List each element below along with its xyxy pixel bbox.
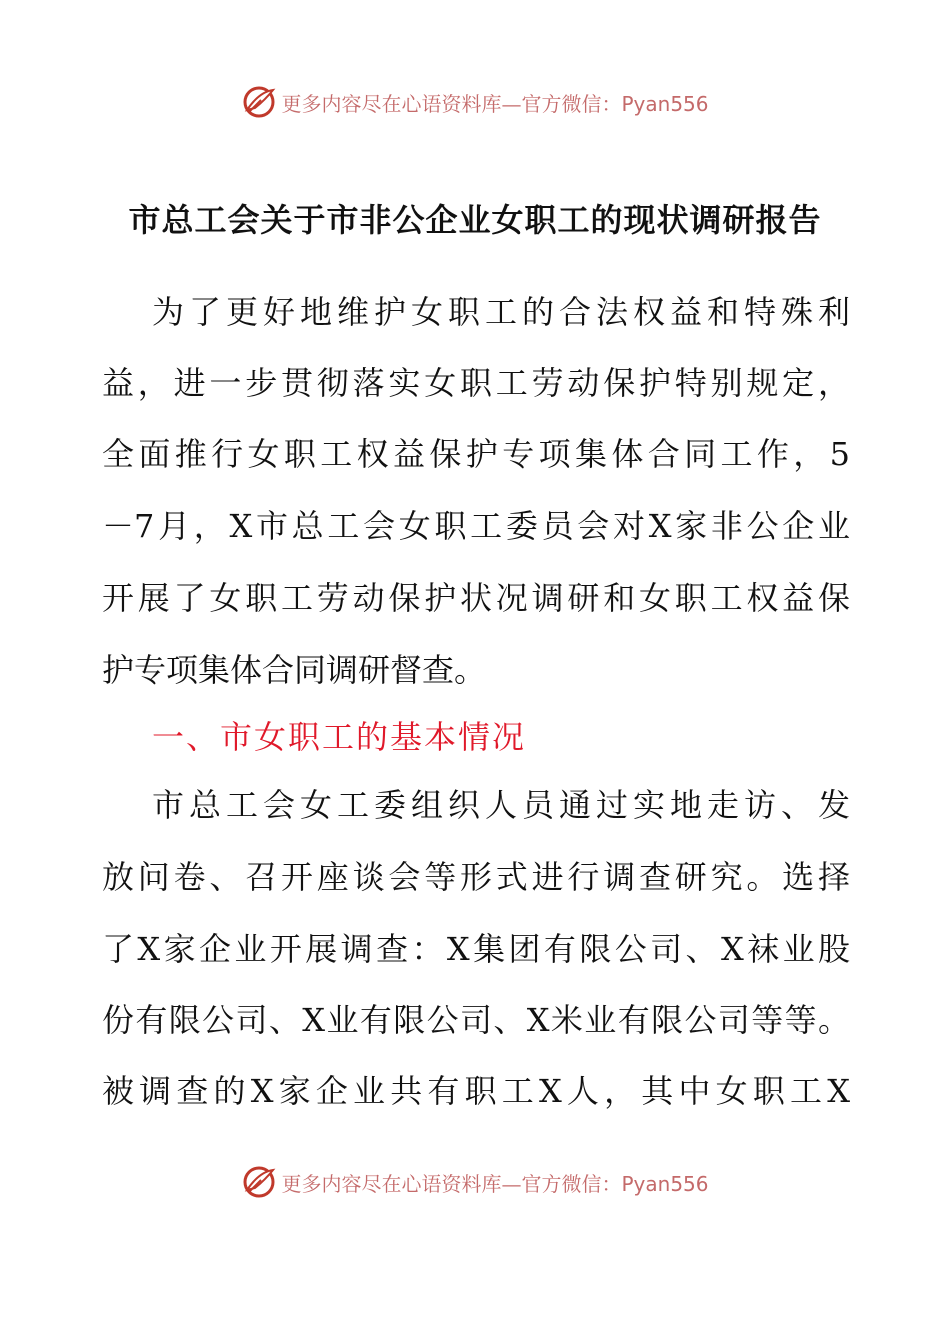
- banner-text: 更多内容尽在心语资料库—官方微信：Pyan556: [281, 1171, 709, 1196]
- paragraph-line: 益，进一步贯彻落实女职工劳动保护特别规定，: [102, 364, 850, 402]
- paragraph-line: 护专项集体合同调研督查。: [102, 651, 487, 689]
- paragraph-line: 全面推行女职工权益保护专项集体合同工作，5: [102, 435, 850, 473]
- quill-logo-icon: [241, 84, 277, 120]
- paragraph-line: 市总工会女工委组织人员通过实地走访、发: [152, 786, 850, 824]
- document-title: 市总工会关于市非公企业女职工的现状调研报告: [128, 201, 822, 239]
- quill-logo-icon: [241, 1164, 277, 1200]
- paragraph-line: 了X家企业开展调查：X集团有限公司、X袜业股: [102, 930, 850, 968]
- paragraph-line: 被调查的X家企业共有职工X人，其中女职工X: [102, 1072, 850, 1110]
- paragraph-line: 放问卷、召开座谈会等形式进行调查研究。选择: [102, 858, 850, 896]
- section-heading: 一、市女职工的基本情况: [152, 718, 527, 756]
- paragraph-line: 开展了女职工劳动保护状况调研和女职工权益保: [102, 579, 850, 617]
- paragraph-line: －7月，X市总工会女职工委员会对X家非公企业: [102, 507, 850, 545]
- header-banner: [0, 82, 950, 122]
- banner-text: 更多内容尽在心语资料库—官方微信：Pyan556: [281, 91, 709, 116]
- paragraph-line: 份有限公司、X业有限公司、X米业有限公司等等。: [102, 1001, 850, 1039]
- paragraph-line: 为了更好地维护女职工的合法权益和特殊利: [152, 293, 850, 331]
- footer-banner: [0, 1162, 950, 1202]
